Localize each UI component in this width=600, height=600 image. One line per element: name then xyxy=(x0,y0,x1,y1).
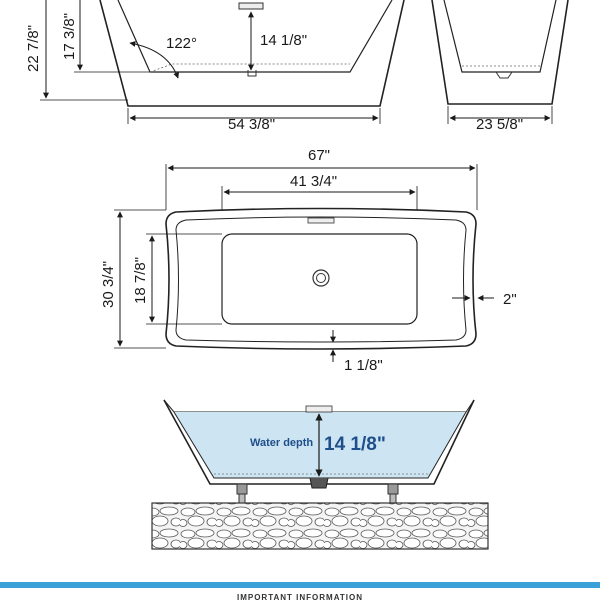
overall-length-label: 67" xyxy=(308,147,331,164)
water-depth-value: 14 1/8" xyxy=(324,434,386,455)
base-length-label: 54 3/8" xyxy=(228,116,276,133)
water-depth-label: Water depth xyxy=(250,437,314,449)
stone-floor xyxy=(152,503,488,549)
interior-height-label: 17 3/8" xyxy=(61,12,78,60)
right-foot xyxy=(388,484,398,494)
overflow-top xyxy=(308,218,334,223)
water-depth-view xyxy=(152,400,488,549)
basin-width-label: 18 7/8" xyxy=(132,256,149,304)
angle-label: 122° xyxy=(166,35,198,52)
drain-depth-label: 14 1/8" xyxy=(260,32,308,49)
end-drain xyxy=(496,72,512,78)
rim-side-label: 2" xyxy=(503,291,517,308)
top-view xyxy=(100,147,517,374)
basin-length-label: 41 3/4" xyxy=(290,173,338,190)
footer-text: IMPORTANT INFORMATION xyxy=(236,593,364,600)
drain xyxy=(248,70,256,76)
overflow-cover xyxy=(239,3,263,9)
water-fill xyxy=(174,412,466,478)
water-overflow xyxy=(306,406,332,412)
bottom-drain xyxy=(310,478,328,488)
rim-front-label: 1 1/8" xyxy=(344,357,383,374)
tub-inner-outline xyxy=(118,0,392,72)
overall-height-label: 22 7/8" xyxy=(25,24,42,72)
left-foot xyxy=(237,484,247,494)
footer xyxy=(0,582,600,600)
end-outline xyxy=(432,0,568,104)
end-inner-outline xyxy=(444,0,556,72)
overall-width-label: 30 3/4" xyxy=(100,260,117,308)
end-view xyxy=(432,0,568,133)
base-width-label: 23 5/8" xyxy=(476,116,524,133)
side-view xyxy=(25,0,404,133)
tub-side-outline xyxy=(100,0,404,106)
tub-hidden-line xyxy=(150,64,350,72)
footer-bar xyxy=(0,582,600,588)
